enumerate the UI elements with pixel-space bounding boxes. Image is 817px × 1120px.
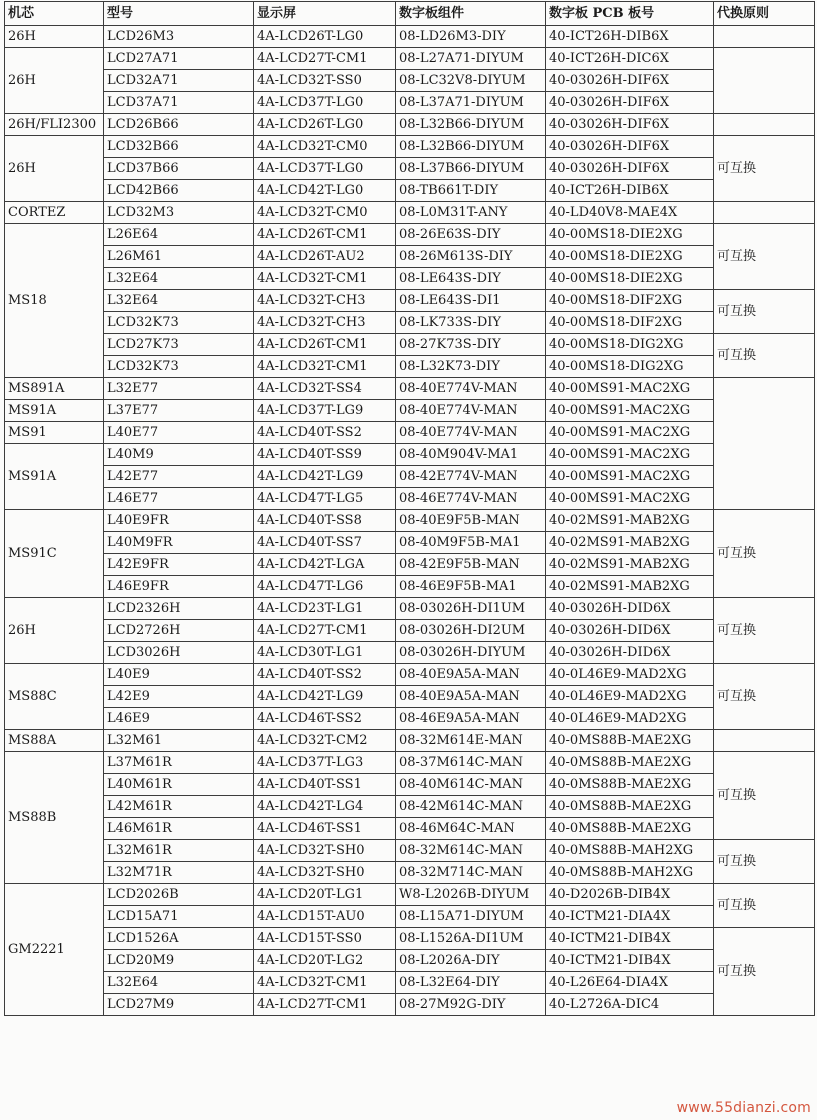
table-row xyxy=(5,642,815,664)
screen-cell: 4A-LCD32T-CM0 xyxy=(254,136,396,158)
pcb-cell: 40-03026H-DID6X xyxy=(546,598,714,620)
rule-cell: 可互换 xyxy=(714,334,815,378)
rule-cell: 可互换 xyxy=(714,510,815,598)
model-cell: L46E77 xyxy=(104,488,254,510)
chip-cell: 26H/FLI2300 xyxy=(5,114,104,136)
pcb-cell: 40-0MS88B-MAE2XG xyxy=(546,774,714,796)
model-cell: LCD3026H xyxy=(104,642,254,664)
model-cell: LCD1526A xyxy=(104,928,254,950)
screen-cell: 4A-LCD26T-CM1 xyxy=(254,224,396,246)
board-cell: 08-LC32V8-DIYUM xyxy=(396,70,546,92)
table-row xyxy=(5,268,815,290)
pcb-cell: 40-L2726A-DIC4 xyxy=(546,994,714,1016)
chip-cell: GM2221 xyxy=(5,884,104,1016)
table-row xyxy=(5,906,815,928)
board-cell: 08-32M714C-MAN xyxy=(396,862,546,884)
screen-cell: 4A-LCD20T-LG2 xyxy=(254,950,396,972)
table-row xyxy=(5,818,815,840)
screen-cell: 4A-LCD46T-SS2 xyxy=(254,708,396,730)
screen-cell: 4A-LCD26T-LG0 xyxy=(254,114,396,136)
table-row xyxy=(5,752,815,774)
board-cell: 08-40M9F5B-MA1 xyxy=(396,532,546,554)
pcb-cell: 40-00MS18-DIG2XG xyxy=(546,334,714,356)
pcb-cell: 40-02MS91-MAB2XG xyxy=(546,510,714,532)
table-row xyxy=(5,334,815,356)
board-cell: 08-32M614E-MAN xyxy=(396,730,546,752)
chip-cell: MS91A xyxy=(5,444,104,510)
model-cell: LCD26B66 xyxy=(104,114,254,136)
watermark: www.55dianzi.com xyxy=(676,1100,811,1116)
board-cell: 08-40E9A5A-MAN xyxy=(396,686,546,708)
pcb-cell: 40-00MS18-DIE2XG xyxy=(546,268,714,290)
board-cell: 08-L2026A-DIY xyxy=(396,950,546,972)
pcb-cell: 40-0MS88B-MAH2XG xyxy=(546,840,714,862)
pcb-cell: 40-0MS88B-MAH2XG xyxy=(546,862,714,884)
chip-cell: MS88B xyxy=(5,752,104,884)
model-cell: LCD20M9 xyxy=(104,950,254,972)
model-cell: L40E9 xyxy=(104,664,254,686)
pcb-cell: 40-03026H-DIF6X xyxy=(546,70,714,92)
table-row xyxy=(5,730,815,752)
board-cell: 08-40M614C-MAN xyxy=(396,774,546,796)
board-cell: 08-42E9F5B-MAN xyxy=(396,554,546,576)
screen-cell: 4A-LCD32T-SS4 xyxy=(254,378,396,400)
screen-cell: 4A-LCD40T-SS7 xyxy=(254,532,396,554)
pcb-cell: 40-00MS91-MAC2XG xyxy=(546,378,714,400)
board-cell: 08-40E774V-MAN xyxy=(396,378,546,400)
rule-cell: 可互换 xyxy=(714,928,815,1016)
pcb-cell: 40-02MS91-MAB2XG xyxy=(546,532,714,554)
pcb-cell: 40-0L46E9-MAD2XG xyxy=(546,664,714,686)
model-cell: L32E64 xyxy=(104,290,254,312)
screen-cell: 4A-LCD32T-CH3 xyxy=(254,312,396,334)
table-row xyxy=(5,488,815,510)
header-model: 型号 xyxy=(104,2,254,26)
screen-cell: 4A-LCD32T-CM0 xyxy=(254,202,396,224)
table-row xyxy=(5,576,815,598)
rule-cell xyxy=(714,730,815,752)
model-cell: LCD32A71 xyxy=(104,70,254,92)
screen-cell: 4A-LCD40T-SS1 xyxy=(254,774,396,796)
rule-cell: 可互换 xyxy=(714,290,815,334)
model-cell: L46E9FR xyxy=(104,576,254,598)
pcb-cell: 40-00MS18-DIE2XG xyxy=(546,246,714,268)
model-cell: LCD15A71 xyxy=(104,906,254,928)
screen-cell: 4A-LCD15T-SS0 xyxy=(254,928,396,950)
screen-cell: 4A-LCD47T-LG5 xyxy=(254,488,396,510)
table-row xyxy=(5,180,815,202)
model-cell: L37M61R xyxy=(104,752,254,774)
pcb-cell: 40-0MS88B-MAE2XG xyxy=(546,796,714,818)
chip-cell: MS891A xyxy=(5,378,104,400)
model-cell: LCD42B66 xyxy=(104,180,254,202)
board-cell: 08-37M614C-MAN xyxy=(396,752,546,774)
table-row xyxy=(5,972,815,994)
screen-cell: 4A-LCD32T-CM1 xyxy=(254,268,396,290)
table-row xyxy=(5,950,815,972)
rule-cell: 可互换 xyxy=(714,664,815,730)
screen-cell: 4A-LCD20T-LG1 xyxy=(254,884,396,906)
table-row xyxy=(5,840,815,862)
table-row xyxy=(5,70,815,92)
rule-cell xyxy=(714,26,815,48)
table-row xyxy=(5,444,815,466)
pcb-cell: 40-0L46E9-MAD2XG xyxy=(546,708,714,730)
screen-cell: 4A-LCD32T-SH0 xyxy=(254,840,396,862)
model-cell: L40E9FR xyxy=(104,510,254,532)
chip-cell: MS91A xyxy=(5,400,104,422)
board-cell: 08-LK733S-DIY xyxy=(396,312,546,334)
board-cell: 08-L32K73-DIY xyxy=(396,356,546,378)
pcb-cell: 40-ICTM21-DIA4X xyxy=(546,906,714,928)
table-row xyxy=(5,224,815,246)
table-row xyxy=(5,48,815,70)
model-cell: LCD27M9 xyxy=(104,994,254,1016)
pcb-cell: 40-00MS91-MAC2XG xyxy=(546,488,714,510)
screen-cell: 4A-LCD26T-CM1 xyxy=(254,334,396,356)
chip-cell: 26H xyxy=(5,48,104,114)
model-cell: L42E9 xyxy=(104,686,254,708)
table-row xyxy=(5,664,815,686)
chip-cell: MS88A xyxy=(5,730,104,752)
screen-cell: 4A-LCD42T-LGA xyxy=(254,554,396,576)
rule-cell: 可互换 xyxy=(714,752,815,840)
board-cell: 08-40M904V-MA1 xyxy=(396,444,546,466)
pcb-cell: 40-00MS18-DIG2XG xyxy=(546,356,714,378)
table-row xyxy=(5,136,815,158)
model-cell: LCD2026B xyxy=(104,884,254,906)
screen-cell: 4A-LCD26T-LG0 xyxy=(254,26,396,48)
pcb-cell: 40-00MS91-MAC2XG xyxy=(546,400,714,422)
model-cell: L46E9 xyxy=(104,708,254,730)
model-cell: LCD2726H xyxy=(104,620,254,642)
model-cell: L40M9FR xyxy=(104,532,254,554)
pcb-cell: 40-03026H-DIF6X xyxy=(546,114,714,136)
screen-cell: 4A-LCD42T-LG9 xyxy=(254,686,396,708)
board-cell: 08-42M614C-MAN xyxy=(396,796,546,818)
board-cell: 08-27M92G-DIY xyxy=(396,994,546,1016)
replacement-table xyxy=(4,1,815,1016)
pcb-cell: 40-02MS91-MAB2XG xyxy=(546,576,714,598)
chip-cell: MS91 xyxy=(5,422,104,444)
screen-cell: 4A-LCD27T-CM1 xyxy=(254,48,396,70)
board-cell: W8-L2026B-DIYUM xyxy=(396,884,546,906)
model-cell: LCD2326H xyxy=(104,598,254,620)
pcb-cell: 40-0MS88B-MAE2XG xyxy=(546,752,714,774)
table-row xyxy=(5,202,815,224)
screen-cell: 4A-LCD32T-SS0 xyxy=(254,70,396,92)
rule-cell xyxy=(714,114,815,136)
model-cell: L32E77 xyxy=(104,378,254,400)
board-cell: 08-42E774V-MAN xyxy=(396,466,546,488)
table-row xyxy=(5,246,815,268)
model-cell: L32E64 xyxy=(104,268,254,290)
table-row xyxy=(5,290,815,312)
screen-cell: 4A-LCD37T-LG0 xyxy=(254,158,396,180)
header-row xyxy=(5,2,815,26)
screen-cell: 4A-LCD32T-CM2 xyxy=(254,730,396,752)
screen-cell: 4A-LCD32T-CM1 xyxy=(254,356,396,378)
table-row xyxy=(5,928,815,950)
rule-cell xyxy=(714,378,815,510)
rule-cell: 可互换 xyxy=(714,598,815,664)
board-cell: 08-L27A71-DIYUM xyxy=(396,48,546,70)
table-row xyxy=(5,554,815,576)
chip-cell: MS18 xyxy=(5,224,104,378)
pcb-cell: 40-ICTM21-DIB4X xyxy=(546,950,714,972)
model-cell: L42M61R xyxy=(104,796,254,818)
screen-cell: 4A-LCD40T-SS9 xyxy=(254,444,396,466)
rule-cell: 可互换 xyxy=(714,840,815,884)
header-screen: 显示屏 xyxy=(254,2,396,26)
screen-cell: 4A-LCD27T-CM1 xyxy=(254,994,396,1016)
screen-cell: 4A-LCD15T-AU0 xyxy=(254,906,396,928)
table-row xyxy=(5,620,815,642)
table-row xyxy=(5,884,815,906)
pcb-cell: 40-03026H-DIF6X xyxy=(546,136,714,158)
pcb-cell: 40-ICTM21-DIB4X xyxy=(546,928,714,950)
table-row xyxy=(5,598,815,620)
table-row xyxy=(5,994,815,1016)
board-cell: 08-L37B66-DIYUM xyxy=(396,158,546,180)
table-row xyxy=(5,686,815,708)
chip-cell: CORTEZ xyxy=(5,202,104,224)
table-row xyxy=(5,862,815,884)
rule-cell xyxy=(714,202,815,224)
table-row xyxy=(5,92,815,114)
table-row xyxy=(5,378,815,400)
model-cell: L42E77 xyxy=(104,466,254,488)
board-cell: 08-46E774V-MAN xyxy=(396,488,546,510)
model-cell: LCD32K73 xyxy=(104,312,254,334)
header-board: 数字板组件 xyxy=(396,2,546,26)
board-cell: 08-40E9A5A-MAN xyxy=(396,664,546,686)
pcb-cell: 40-ICT26H-DIB6X xyxy=(546,180,714,202)
screen-cell: 4A-LCD30T-LG1 xyxy=(254,642,396,664)
pcb-cell: 40-03026H-DIF6X xyxy=(546,158,714,180)
chip-cell: 26H xyxy=(5,598,104,664)
pcb-cell: 40-00MS91-MAC2XG xyxy=(546,422,714,444)
pcb-cell: 40-LD40V8-MAE4X xyxy=(546,202,714,224)
table-row xyxy=(5,510,815,532)
model-cell: L32M61 xyxy=(104,730,254,752)
screen-cell: 4A-LCD37T-LG0 xyxy=(254,92,396,114)
table-row xyxy=(5,26,815,48)
model-cell: L40E77 xyxy=(104,422,254,444)
model-cell: L40M61R xyxy=(104,774,254,796)
pcb-cell: 40-ICT26H-DIC6X xyxy=(546,48,714,70)
screen-cell: 4A-LCD32T-SH0 xyxy=(254,862,396,884)
header-chip: 机芯 xyxy=(5,2,104,26)
board-cell: 08-26M613S-DIY xyxy=(396,246,546,268)
board-cell: 08-03026H-DIYUM xyxy=(396,642,546,664)
table-row xyxy=(5,400,815,422)
pcb-cell: 40-03026H-DID6X xyxy=(546,642,714,664)
rule-cell: 可互换 xyxy=(714,884,815,928)
chip-cell: 26H xyxy=(5,136,104,202)
table-row xyxy=(5,466,815,488)
screen-cell: 4A-LCD42T-LG4 xyxy=(254,796,396,818)
screen-cell: 4A-LCD47T-LG6 xyxy=(254,576,396,598)
screen-cell: 4A-LCD32T-CM1 xyxy=(254,972,396,994)
board-cell: 08-LE643S-DIY xyxy=(396,268,546,290)
pcb-cell: 40-00MS91-MAC2XG xyxy=(546,444,714,466)
model-cell: L37E77 xyxy=(104,400,254,422)
pcb-cell: 40-00MS18-DIF2XG xyxy=(546,312,714,334)
model-cell: L26M61 xyxy=(104,246,254,268)
pcb-cell: 40-00MS91-MAC2XG xyxy=(546,466,714,488)
model-cell: L40M9 xyxy=(104,444,254,466)
screen-cell: 4A-LCD26T-AU2 xyxy=(254,246,396,268)
model-cell: L32E64 xyxy=(104,972,254,994)
pcb-cell: 40-0MS88B-MAE2XG xyxy=(546,818,714,840)
pcb-cell: 40-0MS88B-MAE2XG xyxy=(546,730,714,752)
screen-cell: 4A-LCD32T-CH3 xyxy=(254,290,396,312)
screen-cell: 4A-LCD42T-LG0 xyxy=(254,180,396,202)
header-rule: 代换原则 xyxy=(714,2,815,26)
board-cell: 08-L1526A-DI1UM xyxy=(396,928,546,950)
model-cell: LCD32B66 xyxy=(104,136,254,158)
screen-cell: 4A-LCD40T-SS2 xyxy=(254,664,396,686)
board-cell: 08-TB661T-DIY xyxy=(396,180,546,202)
screen-cell: 4A-LCD46T-SS1 xyxy=(254,818,396,840)
header-pcb: 数字板 PCB 板号 xyxy=(546,2,714,26)
screen-cell: 4A-LCD37T-LG3 xyxy=(254,752,396,774)
board-cell: 08-L32E64-DIY xyxy=(396,972,546,994)
table-row xyxy=(5,774,815,796)
screen-cell: 4A-LCD40T-SS8 xyxy=(254,510,396,532)
rule-cell: 可互换 xyxy=(714,224,815,290)
model-cell: L42E9FR xyxy=(104,554,254,576)
board-cell: 08-L37A71-DIYUM xyxy=(396,92,546,114)
model-cell: LCD32M3 xyxy=(104,202,254,224)
board-cell: 08-LD26M3-DIY xyxy=(396,26,546,48)
pcb-cell: 40-03026H-DID6X xyxy=(546,620,714,642)
board-cell: 08-46M64C-MAN xyxy=(396,818,546,840)
pcb-cell: 40-L26E64-DIA4X xyxy=(546,972,714,994)
board-cell: 08-03026H-DI2UM xyxy=(396,620,546,642)
board-cell: 08-40E774V-MAN xyxy=(396,400,546,422)
table-row xyxy=(5,356,815,378)
board-cell: 08-LE643S-DI1 xyxy=(396,290,546,312)
table-row xyxy=(5,708,815,730)
pcb-cell: 40-D2026B-DIB4X xyxy=(546,884,714,906)
screen-cell: 4A-LCD40T-SS2 xyxy=(254,422,396,444)
table-row xyxy=(5,114,815,136)
model-cell: L46M61R xyxy=(104,818,254,840)
board-cell: 08-46E9F5B-MA1 xyxy=(396,576,546,598)
rule-cell: 可互换 xyxy=(714,136,815,202)
table-row xyxy=(5,312,815,334)
model-cell: LCD26M3 xyxy=(104,26,254,48)
model-cell: LCD37A71 xyxy=(104,92,254,114)
model-cell: LCD27A71 xyxy=(104,48,254,70)
pcb-cell: 40-ICT26H-DIB6X xyxy=(546,26,714,48)
board-cell: 08-L0M31T-ANY xyxy=(396,202,546,224)
screen-cell: 4A-LCD27T-CM1 xyxy=(254,620,396,642)
pcb-cell: 40-03026H-DIF6X xyxy=(546,92,714,114)
model-cell: L32M61R xyxy=(104,840,254,862)
board-cell: 08-L32B66-DIYUM xyxy=(396,136,546,158)
pcb-cell: 40-00MS18-DIF2XG xyxy=(546,290,714,312)
screen-cell: 4A-LCD42T-LG9 xyxy=(254,466,396,488)
board-cell: 08-26E63S-DIY xyxy=(396,224,546,246)
board-cell: 08-L32B66-DIYUM xyxy=(396,114,546,136)
table-body xyxy=(5,26,815,1016)
model-cell: LCD32K73 xyxy=(104,356,254,378)
table-row xyxy=(5,422,815,444)
board-cell: 08-46E9A5A-MAN xyxy=(396,708,546,730)
model-cell: L26E64 xyxy=(104,224,254,246)
pcb-cell: 40-00MS18-DIE2XG xyxy=(546,224,714,246)
board-cell: 08-32M614C-MAN xyxy=(396,840,546,862)
chip-cell: MS88C xyxy=(5,664,104,730)
model-cell: L32M71R xyxy=(104,862,254,884)
table-row xyxy=(5,796,815,818)
board-cell: 08-27K73S-DIY xyxy=(396,334,546,356)
rule-cell xyxy=(714,48,815,114)
pcb-cell: 40-02MS91-MAB2XG xyxy=(546,554,714,576)
screen-cell: 4A-LCD23T-LG1 xyxy=(254,598,396,620)
board-cell: 08-L15A71-DIYUM xyxy=(396,906,546,928)
table-row xyxy=(5,158,815,180)
model-cell: LCD27K73 xyxy=(104,334,254,356)
chip-cell: 26H xyxy=(5,26,104,48)
chip-cell: MS91C xyxy=(5,510,104,598)
pcb-cell: 40-0L46E9-MAD2XG xyxy=(546,686,714,708)
table-row xyxy=(5,532,815,554)
board-cell: 08-40E9F5B-MAN xyxy=(396,510,546,532)
screen-cell: 4A-LCD37T-LG9 xyxy=(254,400,396,422)
board-cell: 08-40E774V-MAN xyxy=(396,422,546,444)
model-cell: LCD37B66 xyxy=(104,158,254,180)
board-cell: 08-03026H-DI1UM xyxy=(396,598,546,620)
